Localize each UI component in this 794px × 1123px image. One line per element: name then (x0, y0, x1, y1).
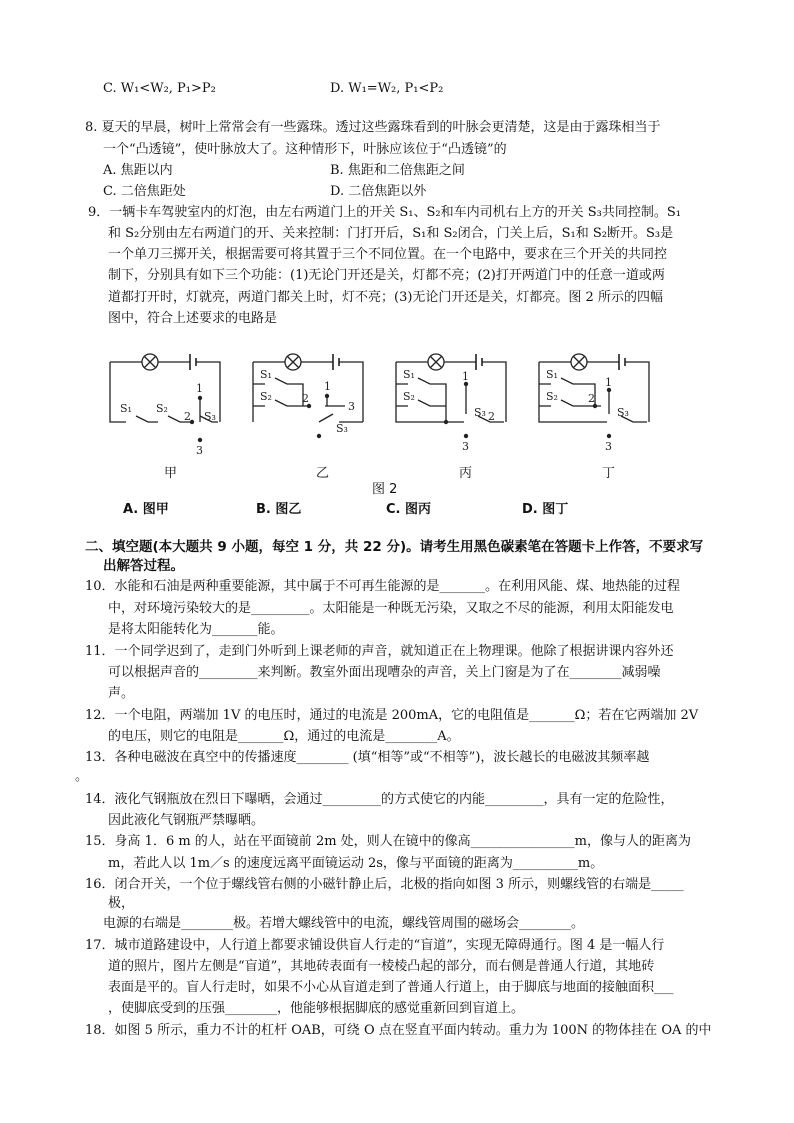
q16-line-1: 16．闭合开关，一个位于螺线管右侧的小磁针静止后，北极的指向如图 3 所示，则螺线管的右端是_____ (85, 877, 684, 892)
circuit-yi (253, 354, 363, 422)
q7-option-d: D. W₁=W₂, P₁<P₂ (330, 81, 444, 96)
bing-s1-label: S₁ (403, 368, 415, 381)
q13-line-1: 13．各种电磁波在真空中的传播速度________ (填“相等”或“不相等”)，波长越长的电磁波其频率越 (85, 750, 650, 765)
figure-label-yi: 乙 (316, 466, 330, 481)
q11-line-1: 11．一个同学迟到了，走到门外听到上课老师的声音，就知道正在上物理课。他除了根据讲课内容外还 (85, 644, 674, 659)
q9-line-5: 道都打开时，灯就亮，两道门都关上时，灯不亮；(3)无论门开还是关，灯都亮。图 2 所示的四幅 (108, 290, 663, 305)
q7-option-c: C. W₁<W₂, P₁>P₂ (103, 81, 216, 96)
q17-line-4: ，使脚底受到的压强________，他能够根据脚底的感觉重新回到盲道上。 (108, 1001, 525, 1016)
bing-s3-label: S₃ (474, 406, 486, 419)
figure-label-bing: 丙 (459, 466, 473, 481)
q9-line-6: 图中，符合上述要求的电路是 (108, 311, 278, 326)
q13-line-2: 。 (75, 769, 89, 784)
q9-option-b: B. 图乙 (256, 502, 302, 517)
yi-n1: 1 (324, 380, 331, 393)
q10-line-3: 是将太阳能转化为_______能。 (108, 622, 284, 637)
jia-n3: 3 (196, 444, 203, 457)
q9-line-1: 9．一辆卡车驾驶室内的灯泡，由左右两道门上的开关 S₁、S₂和车内司机右上方的开关 S₃共同控制。S₁ (88, 205, 682, 220)
yi-s3-label: S₃ (336, 422, 348, 435)
q16-line-3: 电源的右端是________极。若增大螺线管中的电流，螺线管周围的磁场会________。 (103, 916, 585, 931)
q8-line-2: 一个“凸透镜”，使叶脉放大了。这种情形下，叶脉应该位于“凸透镜”的 (103, 142, 507, 157)
jia-s2-label: S₂ (156, 402, 168, 415)
ding-s1-label: S₁ (546, 368, 558, 381)
q9-option-c: C. 图丙 (386, 502, 432, 517)
yi-s1-label: S₁ (260, 368, 272, 381)
q9-option-d: D. 图丁 (522, 502, 569, 517)
q8-option-b: B. 焦距和二倍焦距之间 (330, 163, 465, 178)
bing-n2: 2 (488, 410, 495, 423)
jia-s1-label: S₁ (120, 402, 132, 415)
bing-n1: 1 (462, 370, 469, 383)
q8-option-a: A. 焦距以内 (103, 163, 173, 178)
jia-s3-label: S₃ (204, 410, 216, 423)
yi-n2: 2 (302, 392, 309, 405)
bing-n3: 3 (462, 440, 469, 453)
q14-line-2: 因此液化气钢瓶严禁曝晒。 (108, 813, 265, 828)
q15-line-1: 15．身高 1．6 m 的人，站在平面镜前 2m 处，则人在镜中的像高________________m，像与人的距离为 (85, 834, 691, 849)
q8-option-d: D. 二倍焦距以外 (330, 184, 427, 199)
q10-line-2: 中，对环境污染较大的是_________。太阳能是一种既无污染，又取之不尽的能源，利用太阳能发电 (108, 601, 674, 616)
bing-s2-label: S₂ (403, 390, 415, 403)
yi-s2-label: S₂ (260, 390, 272, 403)
q17-line-3: 表面是平的。盲人行走时，如果不小心从盲道走到了普通人行道上，由于脚底与地面的接触面积___ (108, 980, 674, 995)
yi-n3: 3 (348, 400, 355, 413)
q9-line-4: 制下，分别具有如下三个功能：(1)无论门开还是关，灯都不亮；(2)打开两道门中的任意一道或两 (108, 268, 665, 283)
q9-line-3: 一个单刀三掷开关，根据需要可将其置于三个不同位置。在一个电路中，要求在三个开关的共同控 (108, 247, 668, 262)
q17-line-1: 17．城市道路建设中，人行道上都要求铺设供盲人行走的“盲道”，实现无障碍通行。图 4 是一幅人行 (85, 938, 665, 953)
section-2-heading-line-2: 出解答过程。 (103, 558, 184, 574)
q12-line-2: 的电压，则它的电阻是_______Ω，通过的电流是________A。 (108, 729, 460, 744)
q11-line-2: 可以根据声音的_________来判断。教室外面出现嘈杂的声音，关上门窗是为了在________减弱噪 (108, 665, 661, 680)
jia-n2: 2 (184, 410, 191, 423)
q14-line-1: 14．液化气钢瓶放在烈日下曝晒，会通过_________的方式使它的内能_________，具有一定的危险性， (85, 792, 674, 807)
figure-label-jia: 甲 (164, 466, 178, 481)
figure-caption: 图 2 (372, 482, 398, 497)
q17-line-2: 道的照片，图片左侧是“盲道”，其地砖表面有一棱棱凸起的部分，而右侧是普通人行道，其地砖 (108, 959, 655, 974)
q16-line-2: 极， (108, 896, 135, 911)
figure-label-ding: 丁 (602, 466, 616, 481)
section-2-heading-line-1: 二、填空题(本大题共 9 小题，每空 1 分，共 22 分)。请考生用黑色碳素笔在答题卡上作答，不要求写 (85, 539, 704, 555)
ding-n3: 3 (605, 440, 612, 453)
q18-line-1: 18．如图 5 所示，重力不计的杠杆 OAB，可绕 O 点在竖直平面内转动。重力为 100N 的物体挂在 OA 的中 (85, 1023, 712, 1038)
q15-line-2: m，若此人以 1m／s 的速度远离平面镜运动 2s，像与平面镜的距离为__________m。 (108, 856, 604, 871)
q9-line-2: 和 S₂分别由左右两道门的开、关来控制：门打开后，S₁和 S₂闭合，门关上后，S₁和 S₂断开。S₃是 (108, 226, 674, 241)
circuit-figure (100, 340, 700, 480)
q10-line-1: 10．水能和石油是两种重要能源，其中属于不可再生能源的是_______。在利用风能、煤、地热能的过程 (85, 579, 681, 594)
ding-n2: 2 (588, 392, 595, 405)
q9-option-a: A. 图甲 (123, 502, 169, 517)
jia-n1: 1 (196, 382, 203, 395)
circuit-ding (539, 354, 649, 422)
q8-option-c: C. 二倍焦距处 (103, 184, 186, 199)
q8-line-1: 8. 夏天的早晨，树叶上常常会有一些露珠。透过这些露珠看到的叶脉会更清楚，这是由于露珠相当于 (85, 120, 661, 135)
ding-n1: 1 (605, 376, 612, 389)
q11-line-3: 声。 (108, 686, 135, 701)
ding-s2-label: S₂ (546, 390, 558, 403)
ding-s3-label: S₃ (617, 406, 629, 419)
q12-line-1: 12．一个电阻，两端加 1V 的电压时，通过的电流是 200mA，它的电阻值是_______Ω；若在它两端加 2V (85, 708, 699, 723)
